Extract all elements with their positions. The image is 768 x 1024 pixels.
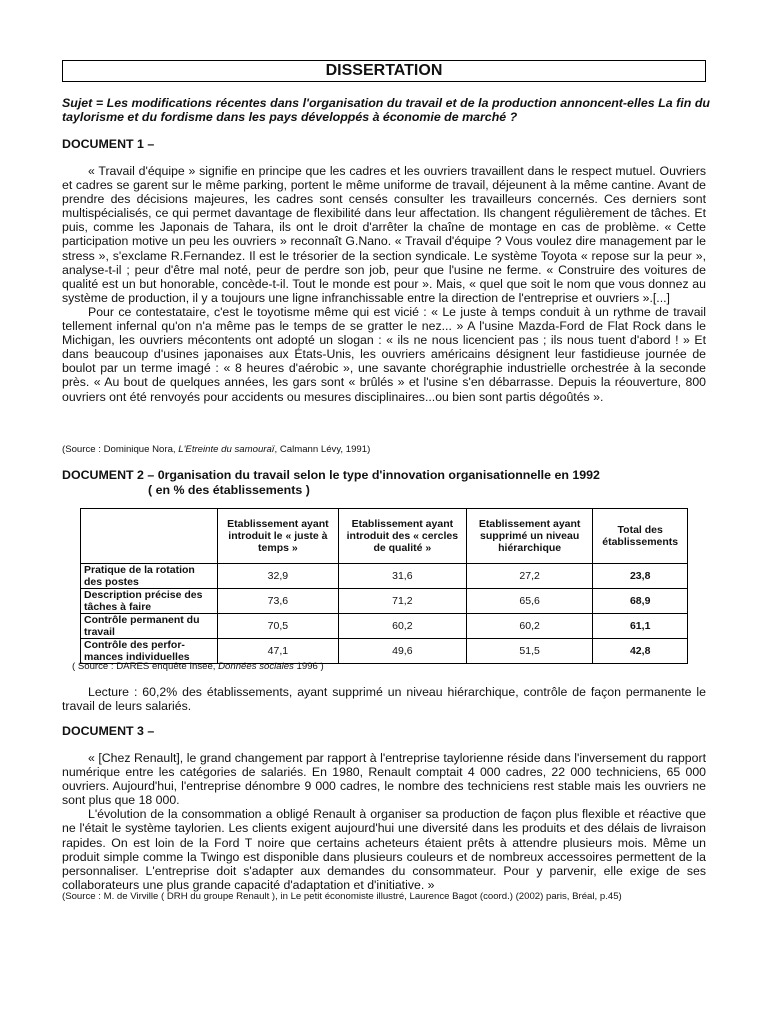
- document-1-paragraph-1: « Travail d'équipe » signifie en principe que les cadres et les ouvriers travaillent dans le respect mutuel. Ouvriers et cadres se garent sur le même parking, portent le même uniforme de travail, déjeunent à la même cantine. Avant de prendre des décisions majeures, les cadres sont censés consulter les travailleurs concernés. Ces derniers sont multispécialisés, ce qui permet davantage de flexibilité dans leur affectation. Ils changent régulièrement de tâches. Et puis, comme les Japonais de Tahara, ils ont le droit d'arrêter la chaîne de montage en cas de problème. « Cette participation motive un peu les ouvriers » reconnaît G.Nano. « Travail d'équipe ? Vous voulez dire management par le stress », s'exclame R.Fernandez. Il est le trésorier de la section syndicale. Le système Toyota « repose sur la peur », analyse-t-il ; peur d'être mal noté, peur de perdre son job, peur que l'usine ne ferme. « Construire des voitures de qualité est un but honorable, concède-t-il. Tout le monde est pour ». Mais, « quel que soit le nom que vous donnez au système de production, il y a toujours une ligne infranchissable entre la direction de l'entreprise et ouvriers ».[...]: [62, 164, 706, 305]
- document-2-lecture: [62, 685, 706, 713]
- document-2-source: [72, 661, 324, 672]
- table-cell: 49,6: [338, 639, 466, 664]
- document-3-heading: DOCUMENT 3 –: [62, 724, 155, 738]
- document-3-source: (Source : M. de Virville ( DRH du groupe Renault ), in Le petit économiste illustré, Laurence Bagot (coord.) (2002) paris, Bréal, p.45): [62, 891, 622, 902]
- table-cell: 51,5: [466, 639, 592, 664]
- table-column-header: Etablissement ayant introduit le « juste à temps »: [218, 509, 339, 564]
- table-cell: 65,6: [466, 589, 592, 614]
- document-2-source-title: Données sociales: [218, 661, 294, 672]
- table-row: [81, 639, 688, 664]
- table-column-header: Total des établissements: [593, 509, 688, 564]
- table-cell-total: 23,8: [593, 564, 688, 589]
- table-row: [81, 614, 688, 639]
- document-1-source: [62, 444, 370, 455]
- lecture-text: Lecture : 60,2% des établissements, ayant supprimé un niveau hiérarchique, contrôle de façon permanente le travail de leurs salariés.: [62, 685, 706, 714]
- table-cell: 60,2: [338, 614, 466, 639]
- table-corner-cell: [81, 509, 218, 564]
- table-header-row: [81, 509, 688, 564]
- document-3-paragraph-1: « [Chez Renault], le grand changement par rapport à l'entreprise taylorienne réside dans l'inversement du rapport numérique entre les catégories de salariés. En 1980, Renault comptait 4 000 cadres, 22 000 techniciens, 65 000 ouvriers. Aujourd'hui, l'entreprise dénombre 9 000 cadres, le nombre des techniciens rest stable mais les ouvriers ne sont plus que 18 000.: [62, 751, 706, 808]
- document-1-paragraph-2: Pour ce contestataire, c'est le toyotisme même qui est vicié : « Le juste à temps conduit à un rythme de travail tellement infernal qu'on n'a même pas le temps de se gratter le nez... » A l'usine Mazda-Ford de Flat Rock dans le Michigan, les ouvriers mécontents ont adopté un slogan : « ils ne nous licencient pas ; ils nous tuent d'abord ! » Et dans beaucoup d'usines japonaises aux États-Unis, les ouvriers américains désignent leur fastidieuse journée de boulot par un terme imagé : « 8 heures d'aérobic », une savante chorégraphie industrielle orchestrée à la seconde près. « Au bout de quelques années, les gars sont « brûlés » et l'usine s'en débarrasse. Depuis la réouverture, 800 ouvriers ont été renvoyés pour accidents ou mesures disciplinaires...ou bien sont partis dégoûtés ».: [62, 304, 706, 404]
- table-cell: 31,6: [338, 564, 466, 589]
- row-label: Contrôle des perfor-mances individuelles: [81, 639, 218, 664]
- dissertation-subject: Sujet = Les modifications récentes dans l'organisation du travail et de la production annoncent-elles La fin du taylorisme et du fordisme dans les pays développés à économie de marché ?: [62, 96, 710, 124]
- row-label: Pratique de la rotation des postes: [81, 564, 218, 589]
- table-cell: 71,2: [338, 589, 466, 614]
- document-1-source-pre: (Source : Dominique Nora,: [62, 444, 179, 455]
- document-1-text: [62, 164, 706, 404]
- document-2-subheading: ( en % des établissements ): [148, 483, 310, 497]
- table-cell-total: 61,1: [593, 614, 688, 639]
- document-2-source-post: 1996 ): [293, 661, 324, 672]
- table-cell: 47,1: [218, 639, 339, 664]
- document-3-paragraph-2: L'évolution de la consommation a obligé Renault à organiser sa production de façon plus flexible et réactive que ne l'était le système taylorien. Les clients exigent aujourd'hui une diversité dans les produits et des délais de livraison rapides. On est loin de la Ford T noire que certains acheteurs étaient prêts à attendre plusieurs mois. Même un produit simple comme la Twingo est disponible dans plusieurs couleurs et de nombreux accessoires permettent de la personnaliser. L'entreprise doit s'adapter aux demandes du consommateur. Pour y parvenir, elle exige de ses collaborateurs une plus grande capacité d'adaptation et d'initiative. »: [62, 807, 706, 892]
- table-cell: 27,2: [466, 564, 592, 589]
- row-label: Contrôle permanent du travail: [81, 614, 218, 639]
- table-cell: 60,2: [466, 614, 592, 639]
- table-cell-total: 68,9: [593, 589, 688, 614]
- table-row: [81, 564, 688, 589]
- table-cell: 32,9: [218, 564, 339, 589]
- document-3-text: [62, 751, 706, 892]
- table-cell: 70,5: [218, 614, 339, 639]
- table-column-header: Etablissement ayant introduit des « cercles de qualité »: [338, 509, 466, 564]
- document-1-heading: DOCUMENT 1 –: [62, 137, 155, 151]
- document-2-heading: DOCUMENT 2 – 0rganisation du travail selon le type d'innovation organisationnelle en 1992: [62, 468, 600, 482]
- organisation-table: [80, 508, 688, 664]
- table-cell-total: 42,8: [593, 639, 688, 664]
- document-2-source-pre: ( Source : DARES enquête Insee,: [72, 661, 219, 672]
- document-1-source-title: L'Etreinte du samouraï: [178, 444, 275, 455]
- row-label: Description précise des tâches à faire: [81, 589, 218, 614]
- table-column-header: Etablissement ayant supprimé un niveau hiérarchique: [466, 509, 592, 564]
- page-title: DISSERTATION: [62, 60, 706, 82]
- table-row: [81, 589, 688, 614]
- document-1-source-post: , Calmann Lévy, 1991): [274, 444, 371, 455]
- table-cell: 73,6: [218, 589, 339, 614]
